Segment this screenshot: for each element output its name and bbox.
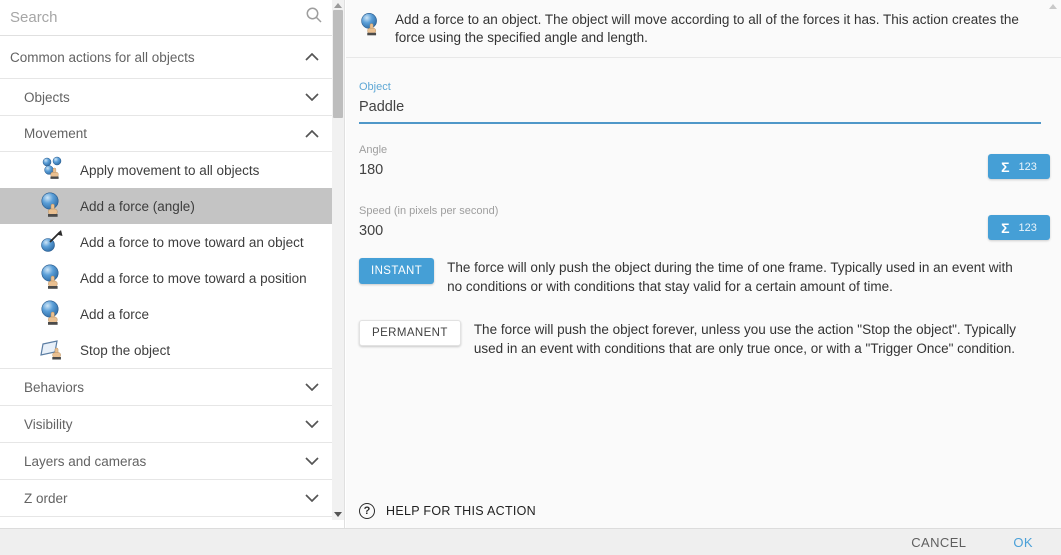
dialog-footer <box>0 528 1061 555</box>
panel-scroll-up-icon[interactable] <box>1049 4 1057 9</box>
action-item-force-toward-position[interactable] <box>0 260 333 296</box>
chevron-down-icon <box>305 420 319 428</box>
action-list-sidebar <box>0 0 345 528</box>
section-movement[interactable] <box>0 116 333 152</box>
angle-field <box>359 144 1041 185</box>
force-ball-hand-icon <box>40 192 66 220</box>
force-mode-options <box>359 258 1041 358</box>
section-label: Behaviors <box>24 379 85 395</box>
help-link-label: HELP FOR THIS ACTION <box>386 504 537 518</box>
action-description-block <box>346 0 1061 58</box>
action-item-label: Add a force <box>80 306 150 322</box>
action-item-label: Add a force to move toward an object <box>80 234 304 250</box>
search-input[interactable] <box>10 9 305 26</box>
object-field-value[interactable]: Paddle <box>359 99 405 115</box>
scroll-up-icon[interactable] <box>334 3 342 8</box>
section-z-order[interactable] <box>0 480 333 517</box>
section-objects[interactable] <box>0 79 333 116</box>
action-item-label: Add a force to move toward a position <box>80 270 307 286</box>
section-label: Movement <box>24 126 88 141</box>
chevron-down-icon <box>305 457 319 465</box>
section-label: Z order <box>24 490 68 506</box>
force-ball-arrow-icon <box>40 228 66 256</box>
action-item-apply-movement[interactable] <box>0 152 333 188</box>
chevron-up-icon <box>305 130 319 138</box>
action-item-force-toward-object[interactable] <box>0 224 333 260</box>
angle-field-label: Angle <box>359 144 388 156</box>
sigma-icon: Σ <box>1001 219 1010 236</box>
section-label: Common actions for all objects <box>10 49 195 65</box>
object-field[interactable] <box>359 81 1041 124</box>
permanent-button[interactable]: PERMANENT <box>359 320 461 346</box>
multi-force-balls-icon <box>40 156 66 184</box>
speed-expression-editor-button[interactable] <box>988 215 1050 240</box>
force-ball-hand-icon <box>40 264 66 292</box>
scrollbar-thumb[interactable] <box>333 10 343 118</box>
object-field-label: Object <box>359 81 391 93</box>
angle-field-value[interactable]: 180 <box>359 162 384 178</box>
instant-option-row <box>359 258 1027 296</box>
ok-button[interactable]: OK <box>1013 534 1033 550</box>
speed-field <box>359 205 1041 246</box>
help-link[interactable] <box>359 503 536 519</box>
section-common-actions[interactable] <box>0 36 333 79</box>
cancel-button[interactable]: CANCEL <box>911 534 967 550</box>
chevron-down-icon <box>305 494 319 502</box>
chevron-down-icon <box>305 383 319 391</box>
sigma-icon: Σ <box>1001 158 1010 175</box>
scroll-down-icon[interactable] <box>334 512 342 517</box>
action-item-add-force-angle[interactable] <box>0 188 333 224</box>
instant-button[interactable]: INSTANT <box>359 258 434 284</box>
sidebar-scrollbar[interactable] <box>332 0 344 520</box>
speed-field-value[interactable]: 300 <box>359 223 384 239</box>
numbers-icon: 123 <box>1018 221 1037 234</box>
help-question-icon: ? <box>359 503 375 519</box>
speed-field-label: Speed (in pixels per second) <box>359 205 499 217</box>
instant-option-description: The force will only push the object during the time of one frame. Typically used in an event with no conditions or with conditions that stay valid for a certain amount of time. <box>447 260 1013 294</box>
action-item-label: Apply movement to all objects <box>80 162 260 178</box>
parameters-form <box>346 58 1061 358</box>
section-label: Objects <box>24 89 70 105</box>
section-layers-cameras[interactable] <box>0 443 333 480</box>
force-ball-hand-icon <box>359 11 381 38</box>
permanent-option-description: The force will push the object forever, unless you use the action "Stop the object". Typically used in an event with conditions that are only true once, or with a "Trigger Once" condition. <box>473 322 1016 356</box>
search-row <box>0 0 333 36</box>
chevron-up-icon <box>305 53 319 61</box>
action-item-label: Add a force (angle) <box>80 198 195 214</box>
section-label: Layers and cameras <box>24 453 147 469</box>
permanent-option-row <box>359 320 1027 358</box>
action-item-stop-object[interactable] <box>0 332 333 368</box>
action-description: Add a force to an object. The object will move according to all of the forces it has. This action creates the force using the specified angle and length. <box>395 12 1019 45</box>
action-item-add-force[interactable] <box>0 296 333 332</box>
section-visibility[interactable] <box>0 406 333 443</box>
action-parameters-panel <box>346 0 1061 528</box>
search-icon <box>305 6 323 29</box>
stop-flag-icon <box>40 336 66 364</box>
angle-expression-editor-button[interactable] <box>988 154 1050 179</box>
force-ball-hand-icon <box>40 300 66 328</box>
movement-actions-group <box>0 152 333 369</box>
chevron-down-icon <box>305 93 319 101</box>
section-behaviors[interactable] <box>0 369 333 406</box>
section-label: Visibility <box>24 416 73 432</box>
numbers-icon: 123 <box>1018 160 1037 173</box>
action-item-label: Stop the object <box>80 342 171 358</box>
